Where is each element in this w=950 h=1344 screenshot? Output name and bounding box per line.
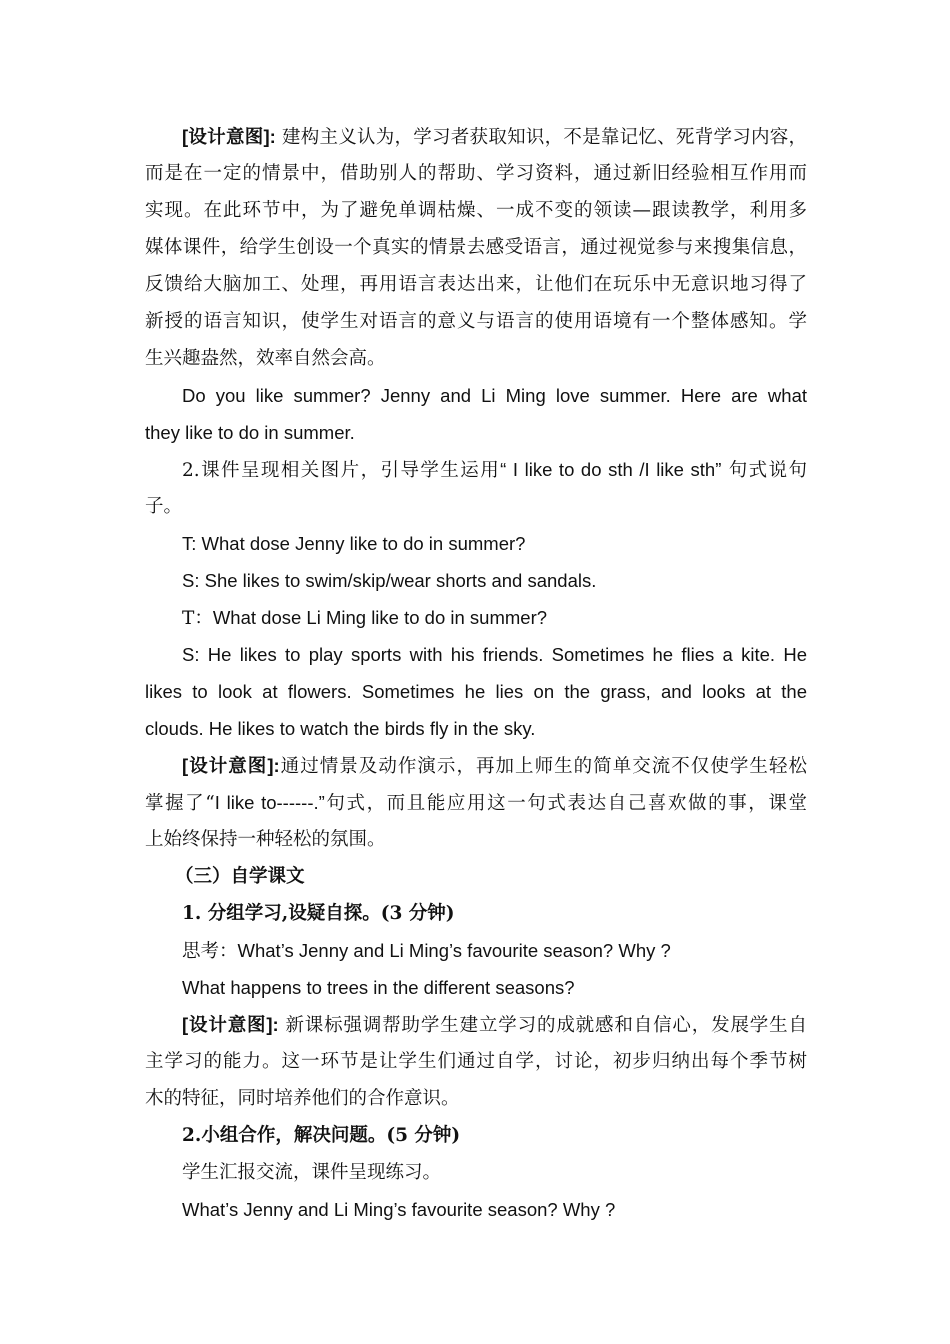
intro-line-1: Do you like summer? Jenny and Li Ming love summer. Here are what (182, 385, 807, 406)
paragraph-line: 新授的语言知识，使学生对语言的意义与语言的使用语境有一个整体感知。学 (145, 311, 807, 332)
dialogue-teacher-2-text: What dose Li Ming like to do in summer? (212, 607, 548, 628)
design-intent-paragraph-2-line-1 (145, 747, 807, 784)
think-question-text: What’s Jenny and Li Ming’s favourite season? Why ? (237, 940, 671, 961)
paragraph-text-c: 句式，而且能应用这一句式表达自己喜欢做的事，课堂 (324, 793, 807, 814)
paragraph-line: 而是在一定的情景中，借助别人的帮助、学习资料，通过新旧经验相互作用而 (145, 163, 807, 184)
subsection-heading-1: 1. 分组学习,设疑自探。(3 分钟) (182, 903, 455, 924)
design-intent-label: [设计意图]: (182, 126, 276, 147)
dialogue-teacher-2-prefix: T： (182, 608, 213, 629)
subsection-heading-2: 2.小组合作，解决问题。(5 分钟) (182, 1125, 461, 1146)
paragraph-line: 生兴趣盎然，效率自然会高。 (145, 348, 386, 369)
paragraph-line: 媒体课件，给学生创设一个真实的情景去感受语言，通过视觉参与来搜集信息， (145, 237, 807, 258)
think-question (145, 932, 807, 969)
dialogue-student-1: S: She likes to swim/skip/wear shorts and sandals. (182, 570, 597, 591)
intro-line-2: they like to do in summer. (145, 422, 355, 443)
dialogue-student-2-line-2: likes to look at flowers. Sometimes he lies on the grass, and looks at the (145, 681, 807, 702)
design-intent-paragraph-3-line-1 (145, 1006, 807, 1043)
paragraph-line: 反馈给大脑加工、处理，再用语言表达出来，让他们在玩乐中无意识地习得了 (145, 274, 807, 295)
design-intent-paragraph-2-line-3: 上始终保持一种轻松的氛围。 (145, 829, 386, 850)
trees-question: What happens to trees in the different seasons? (182, 977, 575, 998)
dialogue-student-2-line-1: S: He likes to play sports with his friends. Sometimes he flies a kite. He (182, 644, 807, 665)
design-intent-paragraph-3-line-2: 主学习的能力。这一环节是让学生们通过自学，讨论，初步归纳出每个季节树 (145, 1051, 807, 1072)
dialogue-teacher-2 (145, 599, 807, 636)
paragraph-text-a: 掌握了“ (145, 793, 215, 814)
design-intent-paragraph-2-line-2 (145, 784, 807, 821)
step2-text-c: 句式说句 (721, 460, 807, 481)
final-question: What’s Jenny and Li Ming’s favourite season? Why ? (182, 1199, 616, 1220)
dialogue-teacher-1: T: What dose Jenny like to do in summer? (182, 533, 526, 554)
step2-text-a: 2.课件呈现相关图片，引导学生运用 (182, 460, 501, 481)
paragraph-text: 通过情景及动作演示，再加上师生的简单交流不仅使学生轻松 (279, 756, 807, 777)
paragraph-text: 新课标强调帮助学生建立学习的成就感和自信心，发展学生自 (278, 1015, 807, 1036)
step2-line-1 (145, 451, 807, 488)
design-intent-label: [设计意图]: (182, 755, 280, 776)
report-line: 学生汇报交流，课件呈现练习。 (182, 1162, 442, 1183)
dialogue-student-2-line-3: clouds. He likes to watch the birds fly in the sky. (145, 718, 536, 739)
step2-line-2: 子。 (145, 496, 183, 517)
think-prefix: 思考： (182, 941, 238, 962)
section-heading: （三）自学课文 (175, 866, 305, 887)
step2-pattern: “ I like to do sth /I like sth” (500, 459, 722, 480)
design-intent-paragraph-1-line-1 (145, 118, 807, 155)
paragraph-line: 实现。在此环节中，为了避免单调枯燥、一成不变的领读—跟读教学，利用多 (145, 200, 807, 221)
paragraph-text: 建构主义认为，学习者获取知识，不是靠记忆、死背学习内容， (275, 127, 807, 148)
design-intent-label: [设计意图]: (182, 1014, 279, 1035)
design-intent-paragraph-3-line-3: 木的特征，同时培养他们的合作意识。 (145, 1088, 460, 1109)
paragraph-pattern: I like to------.” (214, 792, 325, 813)
document-page (145, 118, 807, 1228)
